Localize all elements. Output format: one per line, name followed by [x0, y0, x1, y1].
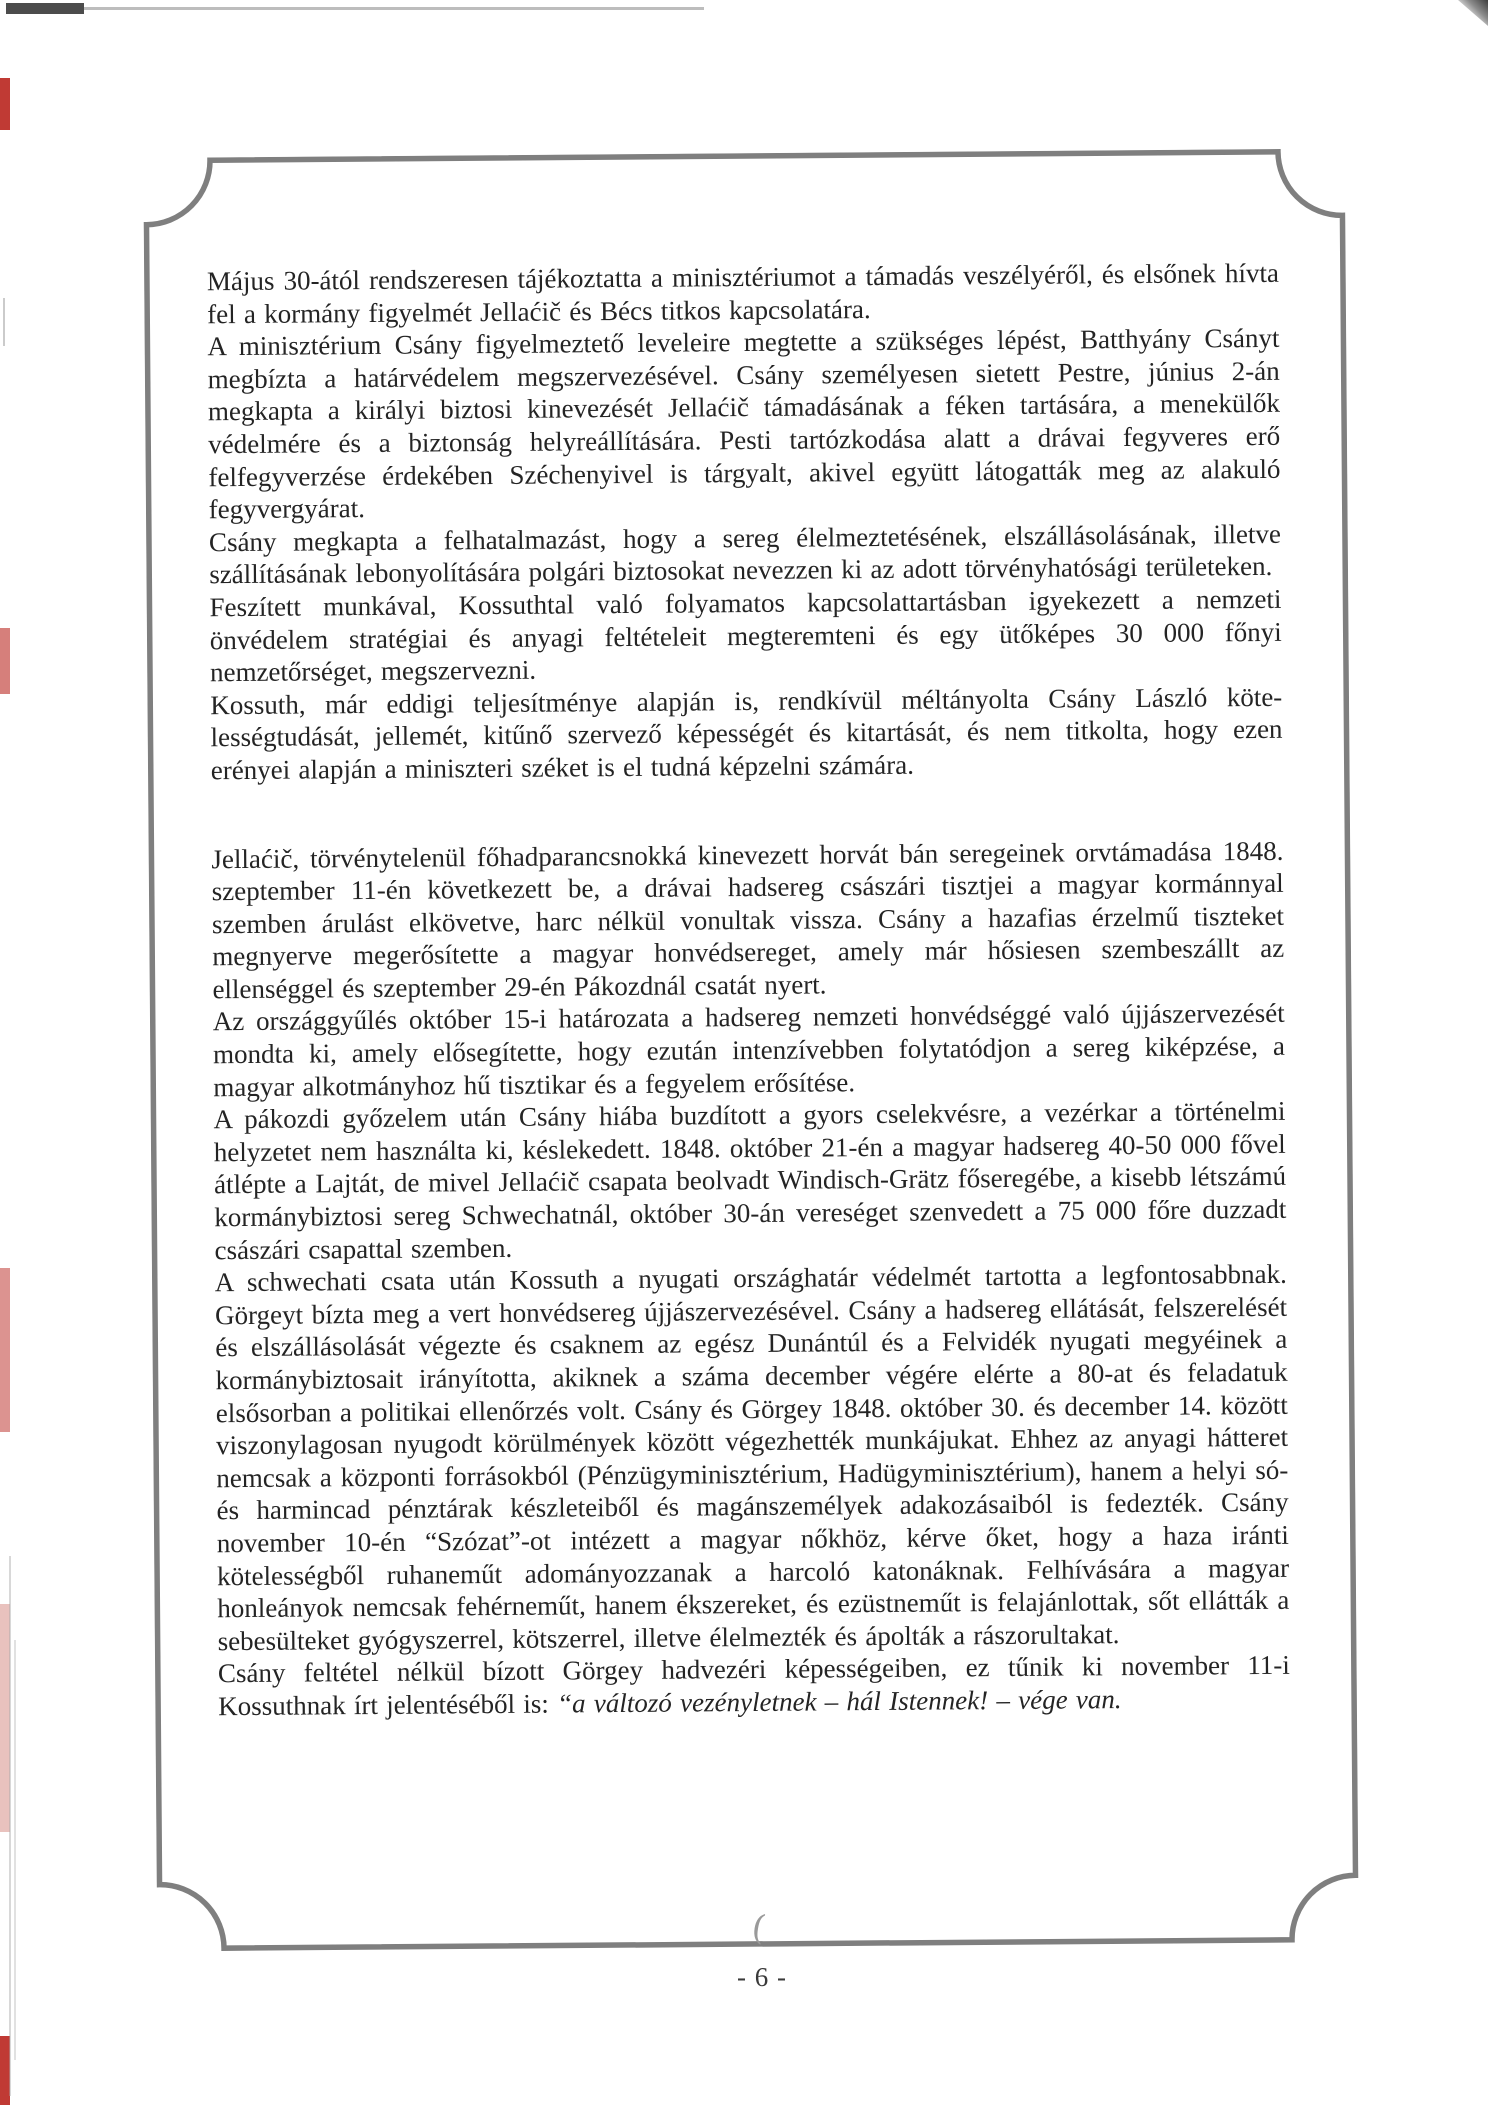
paragraph-6: Jellaćič, törvénytelenül főhadparancsnokká kinevezett horvát bán seregeinek orvtámadása 1848. szeptember 11-én következett be, a drávai hadsereg császári tisztjei a magyar kormánnyal szemben árulást elkövetve, harc nélkül vonultak vissza. Csány a hazafias érzelmű tiszteket megnyerve megerősítette a magyar honvédsereget, amely már hősiesen szembeszállt az ellenséggel és szeptember 29-én Pákozdnál csatát nyert.: [211, 835, 1285, 1005]
page-number: - 6 -: [737, 1962, 787, 1992]
paragraph-1: Május 30-ától rendszeresen tájékoztatta a minisztériumot a támadás veszélyéről, és elsőnek hívta fel a kormány figyelmét Jellaćič és Bécs titkos kapcsolatára.: [206, 257, 1280, 329]
scan-artifact-top-bar: [6, 3, 84, 14]
paragraph-7: Az országgyűlés október 15-i határozata a hadsereg nemzeti honvédséggé való újjászervezését mondta ki, amely elősegítette, hogy ezután intenzívebben folytatódjon a sereg kiképzése, a magyar alkotmányhoz hű tisztikar és a fegyelem erősítése.: [212, 998, 1286, 1102]
scan-artifact-gray-streak: [9, 1556, 11, 2096]
page-text: [207, 257, 1290, 1723]
paragraph-9: A schwechati csata után Kossuth a nyugati országhatár védelmét tartotta a legfontosabbnak. Görgeyt bízta meg a vert honvédsereg újjászervezésével. Csány a hadsereg ellátását, felszerelését és elszállásolását végezte és csaknem az egész Dunántúl és a Felvidék nyugati megyéinek a kormánybiztosait irányította, akiknek a száma december végére elérte a 80-at és feladatuk elsősorban a politikai ellenőrzés volt. Csány és Görgey 1848. október 30. és december 14. között viszonylagosan nyugodt körülmények között végezhették munkájukat. Ehhez az anyagi hátteret nemcsak a központi forrásokból (Pénzügyminisztérium, Hadügyminisztérium), hanem a helyi só- és harmincad pénztárak készleteiből és magánszemélyek adakozásaiból is fedezték. Csány november 10-én “Szózat”-ot intézett a magyar nőkhöz, kérve őket, hogy a haza iránti kötelességből ruhaneműt adományozzanak a harcoló katonáknak. Felhívására a magyar honleányok nemcsak fehérneműt, hanem ékszereket, és ezüstneműt is felajánlottak, sőt ellátták a sebesülteket gyógyszerrel, kötszerrel, illetve élelmezték és ápolták a rászorultakat.: [214, 1259, 1290, 1656]
scan-artifact-gray-streak: [14, 1640, 16, 2060]
scan-artifact-top-line: [84, 7, 704, 10]
pen-mark: (: [748, 1907, 769, 1949]
paragraph-2: A minisztérium Csány figyelmeztető leveleire megtette a szükséges lépést, Batthyány Csányt megbízta a határvédelem megszervezésével. Csány személyesen sietett Pestre, június 2-án megkapta a királyi biztosi kinevezését Jellaćič támadásának a féken tartására, a menekülők védelmére és a biztonság helyreállítására. Pesti tartózkodása alatt a drávai fegyveres erő felfegyverzése érdekében Széchenyivel is tárgyalt, akivel együtt látogatták meg az alakuló fegyvergyárat.: [207, 323, 1281, 525]
scan-artifact-red-strip: [0, 628, 10, 694]
scan-artifact-corner-smudge: [1458, 0, 1488, 26]
paragraph-3: Csány megkapta a felhatalmazást, hogy a sereg élelmeztetésének, elszállásolásának, illetve szállításának lebonyolítására polgári biztosokat nevezzen ki az adott törvényhatósági területeken.: [208, 518, 1282, 590]
paragraph-4: Feszített munkával, Kossuthtal való folyamatos kapcsolattartásban igyekezett a nemzeti önvédelem stratégiai és anyagi feltételeit megteremteni és egy ütőképes 30 000 főnyi nemzetőrséget, megszervezni.: [209, 583, 1282, 688]
paragraph-5: Kossuth, már eddigi teljesítménye alapján is, rendkívül méltányolta Csány László kötelességtudását, jellemét, kitűnő szervező képességét és kitartását, és nem titkolta, hogy ezen erényei alapján a miniszteri széket is el tudná képzelni számára.: [210, 681, 1283, 786]
scan-artifact-red-strip: [0, 78, 10, 130]
scan-artifact-gray-streak: [3, 298, 5, 346]
paragraph-10: [218, 1649, 1290, 1723]
closing-italic-quote: “a változó vezényletnek – hál Istennek! – vége van.: [556, 1684, 1122, 1719]
paragraph-8: A pákozdi győzelem után Csány hiába buzdított a gyors cselekvésre, a vezérkar a történelmi helyzetet nem használta ki, késlekedett. 1848. október 21-én a magyar hadsereg 40-50 000 fővel átlépte a Lajtát, de mivel Jellaćič csapata beolvadt Windisch-Grätz főseregébe, a kisebb létszámú kormánybiztosi sereg Schwechatnál, október 30-án vereséget szenvedett a 75 000 főre duzzadt császári csapattal szemben.: [213, 1096, 1287, 1265]
scan-artifact-red-strip: [0, 1268, 10, 1432]
closing-normal-text: Csány feltétel nélkül bízott Görgey hadvezéri képességeiben, ez tűnik ki november 11-i Kossuthnak írt jelentéséből is:: [217, 1650, 1290, 1722]
scan-content: [143, 148, 1359, 1952]
